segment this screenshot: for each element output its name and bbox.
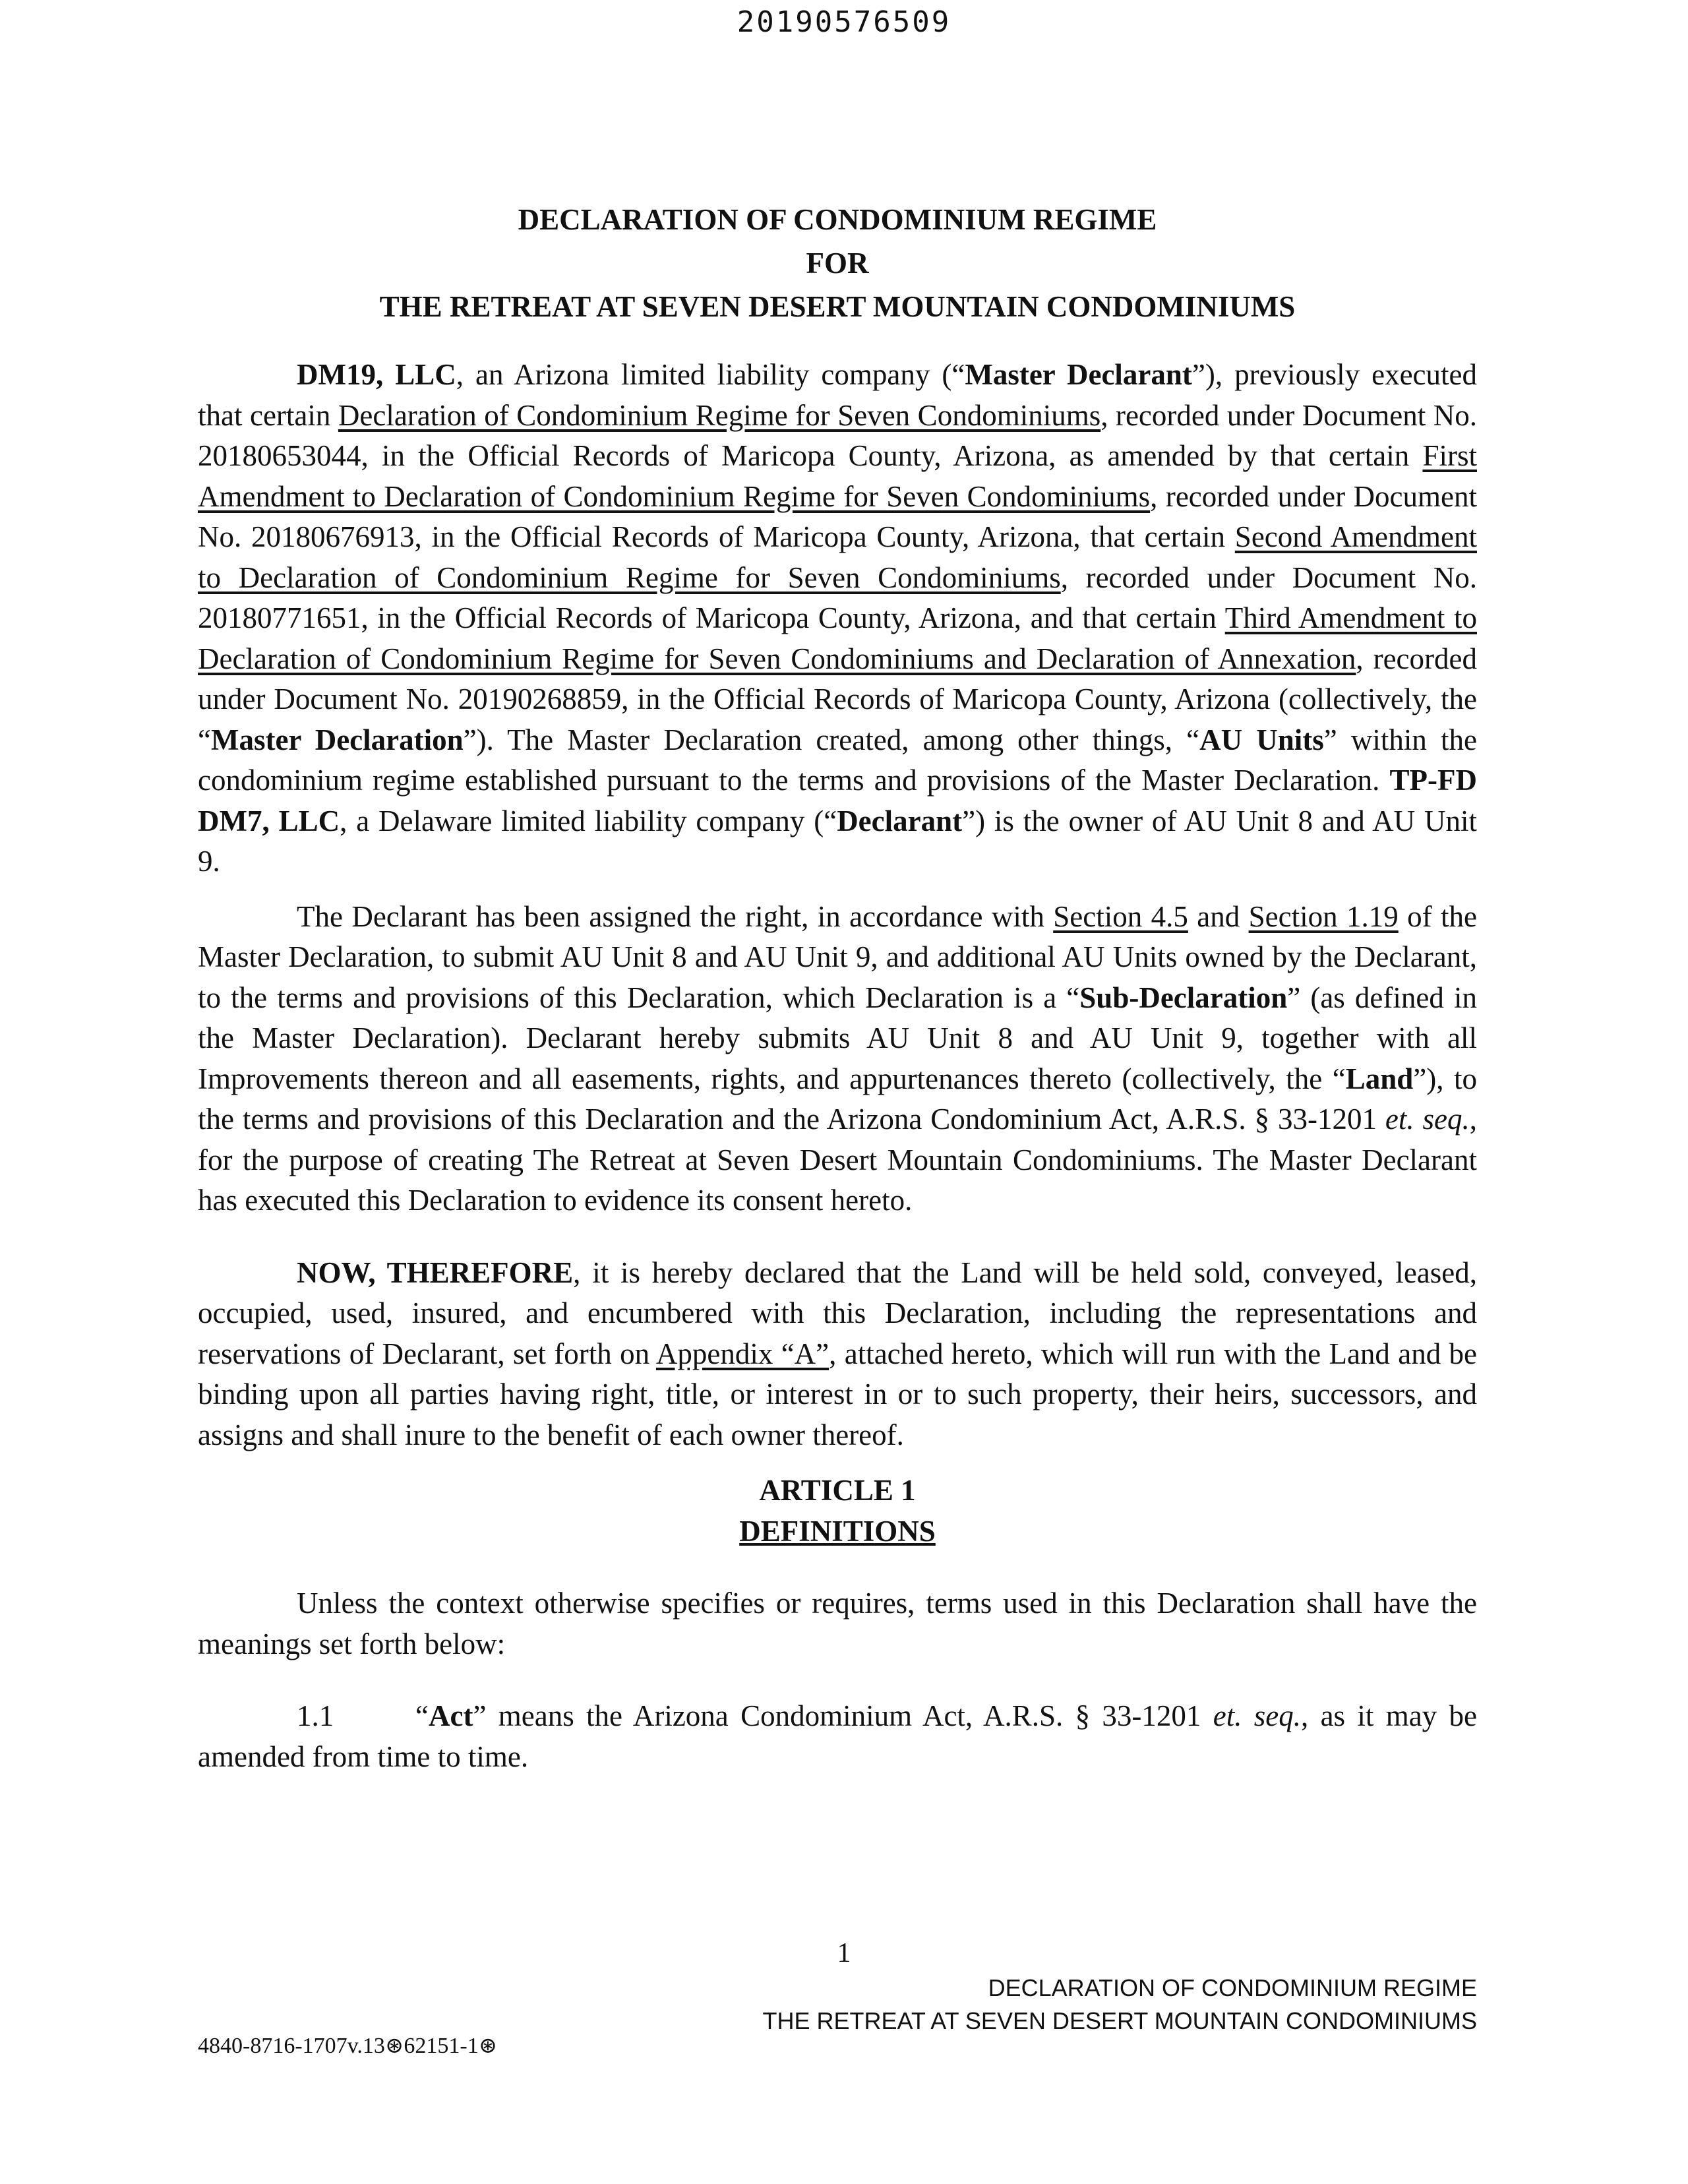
bold-term: AU Units (1199, 723, 1324, 756)
text-run: ”), previously executed that certain (198, 358, 1477, 432)
definition-1-1 (198, 1696, 1477, 1777)
page-number: 1 (837, 1938, 851, 1968)
italic-term: et. seq. (1213, 1699, 1302, 1732)
document-title (198, 198, 1477, 328)
spacer (198, 1221, 1477, 1253)
text-run: , recorded under Document No. 20180771651, in the Official Records of Maricopa County, Arizona, and that certain (198, 561, 1478, 634)
text-run: , as it may be amended from time to time. (198, 1699, 1477, 1773)
bold-term: Master Declarant (965, 358, 1192, 391)
definition-number: 1.1 (297, 1699, 334, 1732)
article-title: DEFINITIONS (739, 1515, 936, 1548)
title-line-1: DECLARATION OF CONDOMINIUM REGIME (518, 203, 1157, 236)
title-line-3: THE RETREAT AT SEVEN DESERT MOUNTAIN CONDOMINIUMS (379, 290, 1296, 323)
text-run: The Declarant has been assigned the right, in accordance with (297, 899, 1054, 933)
text-run: , recorded under Document No. 20180676913, in the Official Records of Maricopa County, Arizona, that certain (198, 479, 1477, 553)
text-run: , attached hereto, which will run with the Land and be binding upon all parties having right, title, or interest in or to such property, their heirs, successors, and assigns and shall inure to the benefit of each owner thereof. (198, 1337, 1477, 1451)
spacer (198, 882, 1477, 897)
text-run: and (1188, 899, 1249, 933)
document-reference: First Amendment to Declaration of Condominium Regime for Seven Condominiums (198, 439, 1477, 513)
bold-term: TP-FD DM7, LLC (198, 764, 1477, 837)
now-therefore-paragraph (198, 1253, 1477, 1456)
spacer (198, 1552, 1477, 1583)
text-run: ”), to the terms and provisions of this Declaration and the Arizona Condominium Act, A.R.S. § 33-1201 (198, 1062, 1477, 1136)
bold-term: Declarant (837, 804, 963, 837)
text-run: ” (as defined in the Master Declaration). Declarant hereby submits AU Unit 8 and AU Unit 9, together with all Improvements thereon and all easements, rights, and appurtenances thereto (collectively, the “ (198, 981, 1477, 1095)
section-reference: Section 4.5 (1053, 899, 1188, 933)
section-reference: Section 1.19 (1248, 899, 1399, 933)
recital-paragraph-1 (198, 355, 1477, 882)
document-reference: Third Amendment to Declaration of Condominium Regime for Seven Condominiums and Declaration of Annexation (198, 601, 1478, 675)
spacer (198, 1664, 1477, 1696)
document-reference: Declaration of Condominium Regime for Seven Condominiums (338, 398, 1101, 432)
footer-title (763, 1972, 1477, 2038)
bold-term: Sub-Declaration (1079, 981, 1288, 1014)
article-number: ARTICLE 1 (759, 1474, 916, 1507)
text-run: , recorded under Document No. 20190268859, in the Official Records of Maricopa County, Arizona (collectively, the “ (198, 642, 1477, 756)
footer-title-line-2: THE RETREAT AT SEVEN DESERT MOUNTAIN CONDOMINIUMS (762, 2007, 1477, 2034)
italic-term: et. seq. (1385, 1103, 1470, 1136)
article-heading (198, 1470, 1477, 1552)
recording-number: 20190576509 (737, 5, 951, 39)
bold-term: Master Declaration (210, 723, 464, 756)
text-run: ”) is the owner of AU Unit 8 and AU Unit 9. (198, 804, 1478, 878)
text-run: , recorded under Document No. 20180653044, in the Official Records of Maricopa County, Arizona, as amended by that certain (198, 398, 1478, 472)
bold-term: Land (1345, 1062, 1414, 1095)
text-run: ” within the condominium regime established pursuant to the terms and provisions of the Master Declaration. (198, 723, 1477, 797)
text-run: , for the purpose of creating The Retreat at Seven Desert Mountain Condominiums. The Master Declarant has executed this Declaration to evidence its consent hereto. (198, 1103, 1477, 1217)
text-run: “ (415, 1699, 429, 1732)
text-run: , a Delaware limited liability company (“ (340, 804, 837, 837)
text-run: ” means the Arizona Condominium Act, A.R.S. § 33-1201 (473, 1699, 1213, 1732)
definitions-intro-paragraph: Unless the context otherwise specifies or requires, terms used in this Declaration shall have the meanings set forth below: (198, 1587, 1477, 1660)
document-page (198, 198, 1477, 1777)
bold-term: Act (428, 1699, 473, 1732)
appendix-reference: Appendix “A” (655, 1337, 829, 1370)
document-reference: Second Amendment to Declaration of Condominium Regime for Seven Condominiums (198, 520, 1477, 594)
bold-term: NOW, THEREFORE (297, 1256, 574, 1289)
text-run: of the Master Declaration, to submit AU Unit 8 and AU Unit 9, and additional AU Units owned by the Declarant, to the terms and provisions of this Declaration, which Declaration is a “ (198, 899, 1477, 1014)
text-run: , an Arizona limited liability company (“ (456, 358, 965, 391)
text-run: , it is hereby declared that the Land will be held sold, conveyed, leased, occupied, used, insured, and encumbered with this Declaration, including the representations and reservations of Declarant, set forth on (198, 1256, 1477, 1370)
spacer (198, 1455, 1477, 1470)
document-id: 4840-8716-1707v.13⊛62151-1⊛ (198, 2034, 498, 2058)
title-line-2: FOR (806, 247, 869, 280)
bold-term: DM19, LLC (297, 358, 456, 391)
footer-title-line-1: DECLARATION OF CONDOMINIUM REGIME (988, 1974, 1477, 2001)
text-run: ”). The Master Declaration created, among other things, “ (463, 723, 1200, 756)
recital-paragraph-2 (198, 897, 1477, 1221)
